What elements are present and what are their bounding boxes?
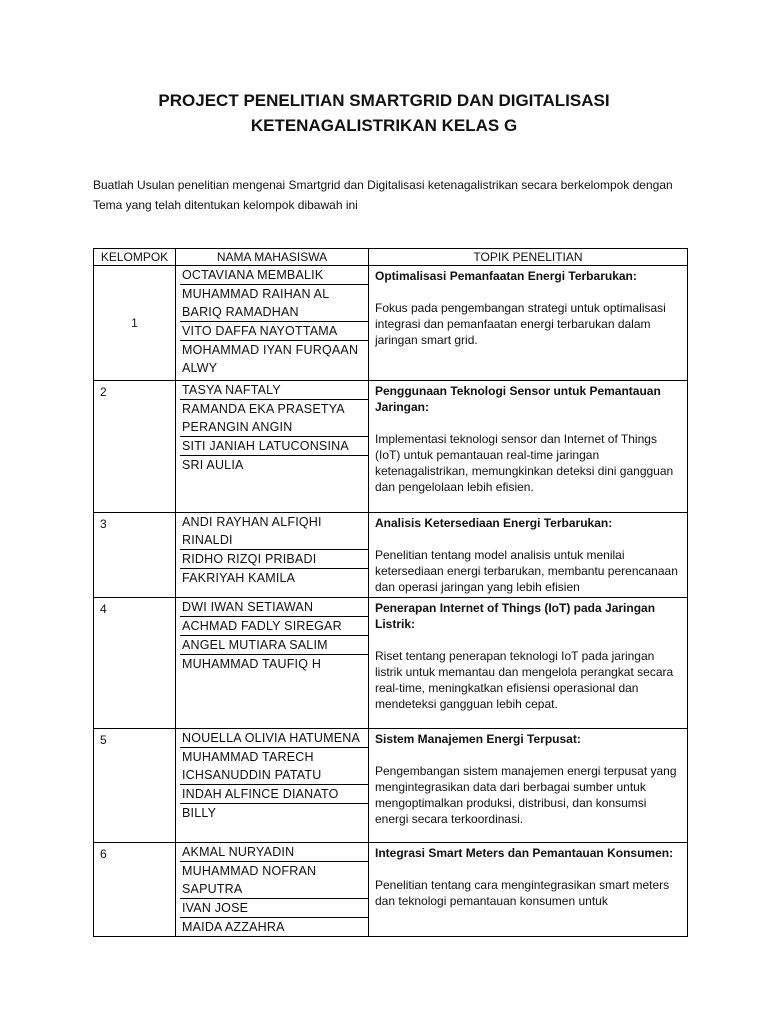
student-name: RIDHO RIZQI PRIBADI	[180, 550, 368, 569]
research-topic	[369, 513, 688, 598]
student-name: MUHAMMAD NOFRAN SAPUTRA	[180, 862, 368, 899]
student-name: MUHAMMAD TARECH ICHSANUDDIN PATATU	[180, 748, 368, 785]
student-name: NOUELLA OLIVIA HATUMENA	[180, 729, 368, 748]
table-row	[94, 598, 688, 729]
student-name: MUHAMMAD RAIHAN AL BARIQ RAMADHAN	[180, 285, 368, 322]
group-table	[93, 248, 688, 937]
research-topic	[369, 598, 688, 729]
table-row	[94, 266, 688, 381]
table-header-row	[94, 249, 688, 266]
topic-description: Riset tentang penerapan teknologi IoT pada jaringan listrik untuk memantau dan mengelola perangkat secara real-time, meningkatkan efisiensi operasional dan mendeteksi gangguan lebih cepat.	[375, 649, 674, 711]
student-name: INDAH ALFINCE DIANATO	[180, 785, 368, 804]
student-name: ANDI RAYHAN ALFIQHI RINALDI	[180, 513, 368, 550]
topic-title: Penggunaan Teknologi Sensor untuk Pemantauan Jaringan:	[375, 384, 661, 414]
research-topic	[369, 381, 688, 513]
topic-title: Integrasi Smart Meters dan Pemantauan Konsumen:	[375, 846, 674, 860]
header-topik-penelitian: TOPIK PENELITIAN	[369, 249, 688, 266]
header-kelompok: KELOMPOK	[94, 249, 176, 266]
title-line-2: KETENAGALISTRIKAN KELAS G	[250, 116, 518, 135]
topic-description: Penelitian tentang cara mengintegrasikan smart meters dan teknologi pemantauan konsumen untuk	[375, 878, 670, 908]
topic-description: Implementasi teknologi sensor dan Internet of Things (IoT) untuk pemantauan real-time jaringan ketenagalistrikan, memungkinkan deteksi dini gangguan dan pengelolaan lebih efisien.	[375, 432, 674, 494]
student-name: RAMANDA EKA PRASETYA PERANGIN ANGIN	[180, 400, 368, 437]
student-name: IVAN JOSE	[180, 899, 368, 918]
research-topic	[369, 729, 688, 843]
table-row	[94, 513, 688, 598]
student-names	[176, 266, 369, 381]
topic-title: Analisis Ketersediaan Energi Terbarukan:	[375, 516, 613, 530]
student-names	[176, 381, 369, 513]
student-name: SITI JANIAH LATUCONSINA	[180, 437, 368, 456]
student-name: SRI AULIA	[182, 458, 244, 472]
student-names	[176, 843, 369, 937]
group-number: 5	[94, 729, 176, 843]
student-name: DWI IWAN SETIAWAN	[180, 598, 368, 617]
table-row	[94, 843, 688, 937]
student-names	[176, 513, 369, 598]
student-name: VITO DAFFA NAYOTTAMA	[180, 322, 368, 341]
group-number: 6	[94, 843, 176, 937]
table-row	[94, 729, 688, 843]
header-nama-mahasiswa: NAMA MAHASISWA	[176, 249, 369, 266]
student-name: MUHAMMAD TAUFIQ H	[182, 657, 322, 671]
topic-title: Penerapan Internet of Things (IoT) pada Jaringan Listrik:	[375, 601, 656, 631]
student-name: OCTAVIANA MEMBALIK	[180, 266, 368, 285]
table-row	[94, 381, 688, 513]
student-name: BILLY	[182, 806, 217, 820]
group-number: 4	[94, 598, 176, 729]
student-name: AKMAL NURYADIN	[180, 843, 368, 862]
document-title	[0, 88, 768, 138]
student-name: ANGEL MUTIARA SALIM	[180, 636, 368, 655]
student-name: ACHMAD FADLY SIREGAR	[180, 617, 368, 636]
topic-description: Fokus pada pengembangan strategi untuk optimalisasi integrasi dan pemanfaatan energi terbarukan dalam jaringan smart grid.	[375, 301, 666, 347]
topic-title: Sistem Manajemen Energi Terpusat:	[375, 732, 581, 746]
student-name: MAIDA AZZAHRA	[182, 920, 285, 934]
title-line-1: PROJECT PENELITIAN SMARTGRID DAN DIGITALISASI	[158, 91, 610, 110]
research-topic	[369, 843, 688, 937]
student-names	[176, 598, 369, 729]
topic-description: Pengembangan sistem manajemen energi terpusat yang mengintegrasikan data dari berbagai sumber untuk mengoptimalkan produksi, distribusi, dan konsumsi energi secara terkoordinasi.	[375, 764, 677, 826]
group-number: 2	[94, 381, 176, 513]
student-name: FAKRIYAH KAMILA	[182, 571, 296, 585]
group-number: 3	[94, 513, 176, 598]
research-topic	[369, 266, 688, 381]
student-names	[176, 729, 369, 843]
topic-title: Optimalisasi Pemanfaatan Energi Terbarukan:	[375, 269, 637, 283]
topic-description: Penelitian tentang model analisis untuk menilai ketersediaan energi terbarukan, membantu perencanaan dan operasi jaringan yang lebih efisien	[375, 548, 678, 594]
student-name: MOHAMMAD IYAN FURQAAN ALWY	[182, 343, 359, 375]
group-number: 1	[94, 266, 176, 381]
student-name: TASYA NAFTALY	[180, 381, 368, 400]
intro-paragraph: Buatlah Usulan penelitian mengenai Smartgrid dan Digitalisasi ketenagalistrikan secara berkelompok dengan Tema yang telah ditentukan kelompok dibawah ini	[93, 178, 673, 212]
